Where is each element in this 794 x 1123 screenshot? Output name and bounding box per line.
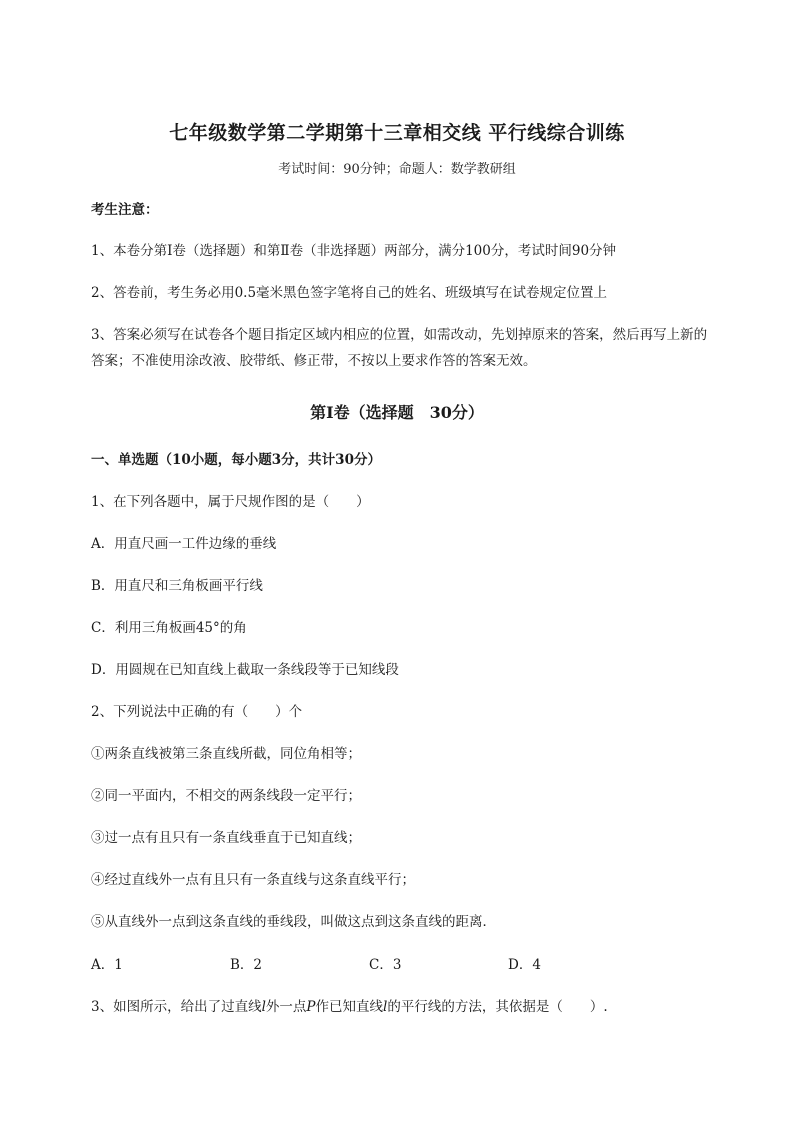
variable-l: l — [261, 999, 266, 1015]
question-stem: 1、在下列各题中，属于尺规作图的是（ ） — [91, 494, 370, 510]
variable-l: l — [383, 999, 388, 1015]
statement: ②同一平面内，不相交的两条线段一定平行； — [91, 788, 361, 804]
stem-text: 外一点 — [265, 999, 307, 1015]
stem-text: 3、如图所示，给出了过直线 — [91, 999, 262, 1015]
notice-item: 2、答卷前，考生务必用0.5毫米黑色签字笔将自己的姓名、班级填写在试卷规定位置上 — [91, 285, 608, 301]
statement: ⑤从直线外一点到这条直线的垂线段，叫做这点到这条直线的距离． — [91, 914, 496, 930]
exam-info: 考试时间：90分钟；命题人：数学教研组 — [278, 162, 516, 177]
question-stem — [91, 997, 608, 1017]
answer-option: A．用直尺画一工件边缘的垂线 — [91, 536, 277, 552]
page-title: 七年级数学第二学期第十三章相交线 平行线综合训练 — [169, 122, 625, 144]
statement: ③过一点有且只有一条直线垂直于已知直线； — [91, 830, 361, 846]
variable-p: P — [306, 999, 316, 1015]
answer-option: D．用圆规在已知直线上截取一条线段等于已知线段 — [91, 662, 399, 678]
answer-option: C．3 — [369, 957, 402, 973]
part-heading: 一、单选题（10小题，每小题3分，共计30分） — [91, 452, 381, 468]
notice-heading: 考生注意： — [91, 202, 159, 218]
answer-option: D．4 — [508, 957, 541, 973]
notice-item: 1、本卷分第I卷（选择题）和第Ⅱ卷（非选择题）两部分，满分100分，考试时间90分钟 — [91, 243, 617, 259]
statement: ①两条直线被第三条直线所截，同位角相等； — [91, 746, 361, 762]
answer-option: C．利用三角板画45°的角 — [91, 620, 247, 636]
answer-option: B．2 — [230, 957, 263, 973]
question-stem: 2、下列说法中正确的有（ ）个 — [91, 704, 303, 720]
notice-item: 3、答案必须写在试卷各个题目指定区域内相应的位置，如需改动，先划掉原来的答案，然后再写上新的答案；不准使用涂改液、胶带纸、修正带，不按以上要求作答的答案无效。 — [91, 327, 708, 369]
stem-text: 作已知直线 — [315, 999, 384, 1015]
answer-option: B．用直尺和三角板画平行线 — [91, 578, 263, 594]
statement: ④经过直线外一点有且只有一条直线与这条直线平行； — [91, 872, 415, 888]
stem-text: 的平行线的方法，其依据是（ ）. — [387, 999, 608, 1015]
answer-option: A．1 — [91, 957, 123, 973]
section-title: 第I卷（选择题 30分） — [310, 403, 484, 422]
